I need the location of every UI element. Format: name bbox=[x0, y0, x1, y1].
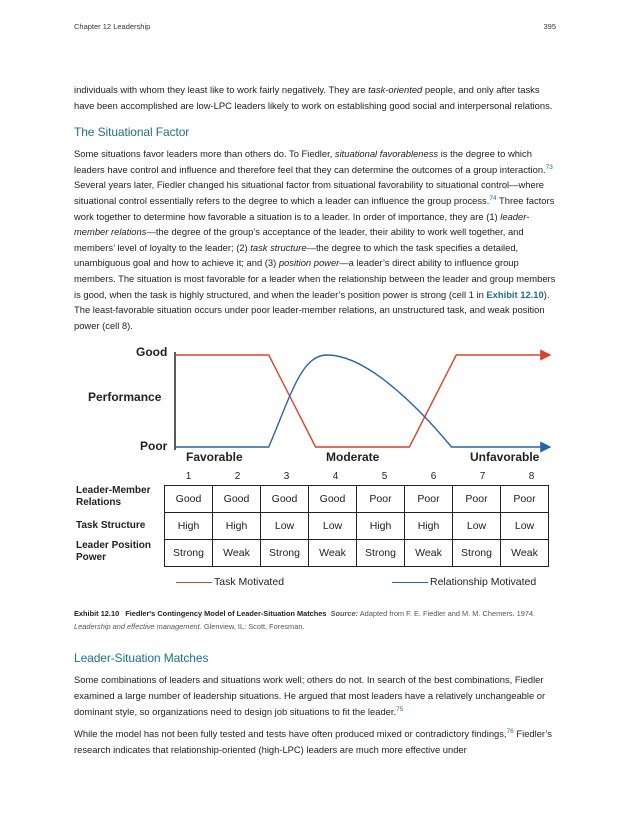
page-body bbox=[74, 82, 558, 757]
figure-caption: Exhibit 12.10 Fiedler's Contingency Model of Leader-Situation Matches Source: Adapted from F. E. Fiedler and M. M. Chemers. 1974. Leadership and effective management. Glenview, IL: Scott, Foresman. bbox=[74, 609, 536, 631]
situational-paragraph: Some situations favor leaders more than others do. To Fiedler, situational favorableness is the degree to which leaders have control and influence and therefore feel that they can determine the outcomes of a group interaction.$^{73}$ Several years later, Fiedler changed his situational factor from situational favorability to situational control—where situational control essentially refers to the degree to which a leader can influence the group process.$^{74}$ Three factors work together to determine how favorable a situation is to a leader. In order of importance, they are (1) leader-member relations—the degree of the group’s acceptance of the leader, their ability to work well together, and members’ level of loyalty to the leader; (2) task structure—the degree to which the task specifies a detailed, unambiguous goal and how to achieve it; and (3) position power—a leader’s direct ability to influence group members. The situation is most favorable for a leader when the relationship between the leader and group members is good, when the task is highly structured, and when the leader’s position power is strong (cell 1 in Exhibit 12.10). The least-favorable situation occurs under poor leader-member relations, an unstructured task, and weak position power (cell 8). bbox=[74, 148, 556, 331]
table-cell: Strong bbox=[165, 540, 213, 567]
legend-task-motivated: Task Motivated bbox=[176, 576, 284, 588]
table-row-task-structure bbox=[165, 513, 549, 540]
cell-number: 4 bbox=[332, 471, 339, 483]
table-cell: Poor bbox=[453, 486, 501, 513]
table-cell: Poor bbox=[357, 486, 405, 513]
intro-paragraph: individuals with whom they least like to work fairly negatively. They are task-oriented people, and only after tasks have been accomplished are low-LPC leaders likely to work on establishing good social and interpersonal relations. bbox=[74, 84, 553, 111]
table-cell: Weak bbox=[309, 540, 357, 567]
relationship-motivated-line bbox=[175, 355, 550, 447]
cell-number: 8 bbox=[528, 471, 535, 483]
row-label-leader-position-power: Leader Position Power bbox=[76, 540, 152, 564]
situation-table bbox=[164, 485, 549, 567]
cell-number: 2 bbox=[234, 471, 241, 483]
cell-number: 5 bbox=[381, 471, 388, 483]
table-cell: Good bbox=[309, 486, 357, 513]
task-motivated-line bbox=[175, 355, 550, 447]
y-label-poor: Poor bbox=[140, 439, 168, 454]
table-cell: Weak bbox=[213, 540, 261, 567]
table-cell: High bbox=[213, 513, 261, 540]
zone-favorable: Favorable bbox=[186, 450, 243, 465]
y-label-good: Good bbox=[136, 345, 168, 360]
footnote-ref-75[interactable]: 75 bbox=[396, 705, 404, 713]
table-cell: Low bbox=[453, 513, 501, 540]
contingency-model-figure bbox=[74, 342, 558, 604]
section-heading-situational-factor: The Situational Factor bbox=[74, 125, 190, 140]
legend-relationship-motivated: Relationship Motivated bbox=[392, 576, 536, 588]
row-label-task-structure: Task Structure bbox=[76, 520, 146, 532]
table-cell: Good bbox=[165, 486, 213, 513]
table-cell: Weak bbox=[405, 540, 453, 567]
cell-number: 1 bbox=[185, 471, 192, 483]
table-cell: Weak bbox=[501, 540, 549, 567]
table-cell: High bbox=[357, 513, 405, 540]
page-number: 395 bbox=[543, 22, 556, 31]
table-cell: Strong bbox=[261, 540, 309, 567]
table-cell: Low bbox=[309, 513, 357, 540]
exhibit-link[interactable]: Exhibit 12.10 bbox=[486, 288, 544, 300]
table-cell: High bbox=[165, 513, 213, 540]
zone-unfavorable: Unfavorable bbox=[470, 450, 540, 465]
section-heading-leader-situation-matches: Leader-Situation Matches bbox=[74, 651, 209, 666]
row-label-leader-member-relations: Leader-Member Relations bbox=[76, 485, 151, 509]
y-label-performance: Performance bbox=[88, 390, 162, 405]
table-cell: Low bbox=[501, 513, 549, 540]
table-cell: Strong bbox=[357, 540, 405, 567]
table-cell: Good bbox=[261, 486, 309, 513]
cell-number: 3 bbox=[283, 471, 290, 483]
legend-swatch-task bbox=[176, 582, 212, 583]
table-cell: Low bbox=[261, 513, 309, 540]
table-cell: Strong bbox=[453, 540, 501, 567]
table-row-leader-member-relations bbox=[165, 486, 549, 513]
legend-swatch-relationship bbox=[392, 582, 428, 583]
cell-number: 6 bbox=[430, 471, 437, 483]
matches-paragraph-1: Some combinations of leaders and situations work well; others do not. In search of the best combinations, Fiedler examined a large number of leadership situations. He argued that most leaders have a relatively unchangeable or dominant style, so organizations need to design job situations to fit the leader.$^{75}$ bbox=[74, 674, 546, 717]
footnote-ref-76[interactable]: 76 bbox=[506, 727, 514, 735]
table-row-leader-position-power bbox=[165, 540, 549, 567]
table-cell: Poor bbox=[405, 486, 453, 513]
running-header-chapter: Chapter 12 Leadership bbox=[74, 22, 151, 31]
table-cell: Poor bbox=[501, 486, 549, 513]
zone-moderate: Moderate bbox=[326, 450, 380, 465]
matches-paragraph-2: While the model has not been fully tested and tests have often produced mixed or contradictory findings,$^{76}$ Fiedler’s research indicates that relationship-oriented (high-LPC) leaders are much more effective under bbox=[74, 727, 552, 755]
cell-number: 7 bbox=[479, 471, 486, 483]
table-cell: High bbox=[405, 513, 453, 540]
footnote-ref-73[interactable]: 73 bbox=[545, 163, 553, 171]
footnote-ref-74[interactable]: 74 bbox=[489, 194, 497, 202]
table-cell: Good bbox=[213, 486, 261, 513]
